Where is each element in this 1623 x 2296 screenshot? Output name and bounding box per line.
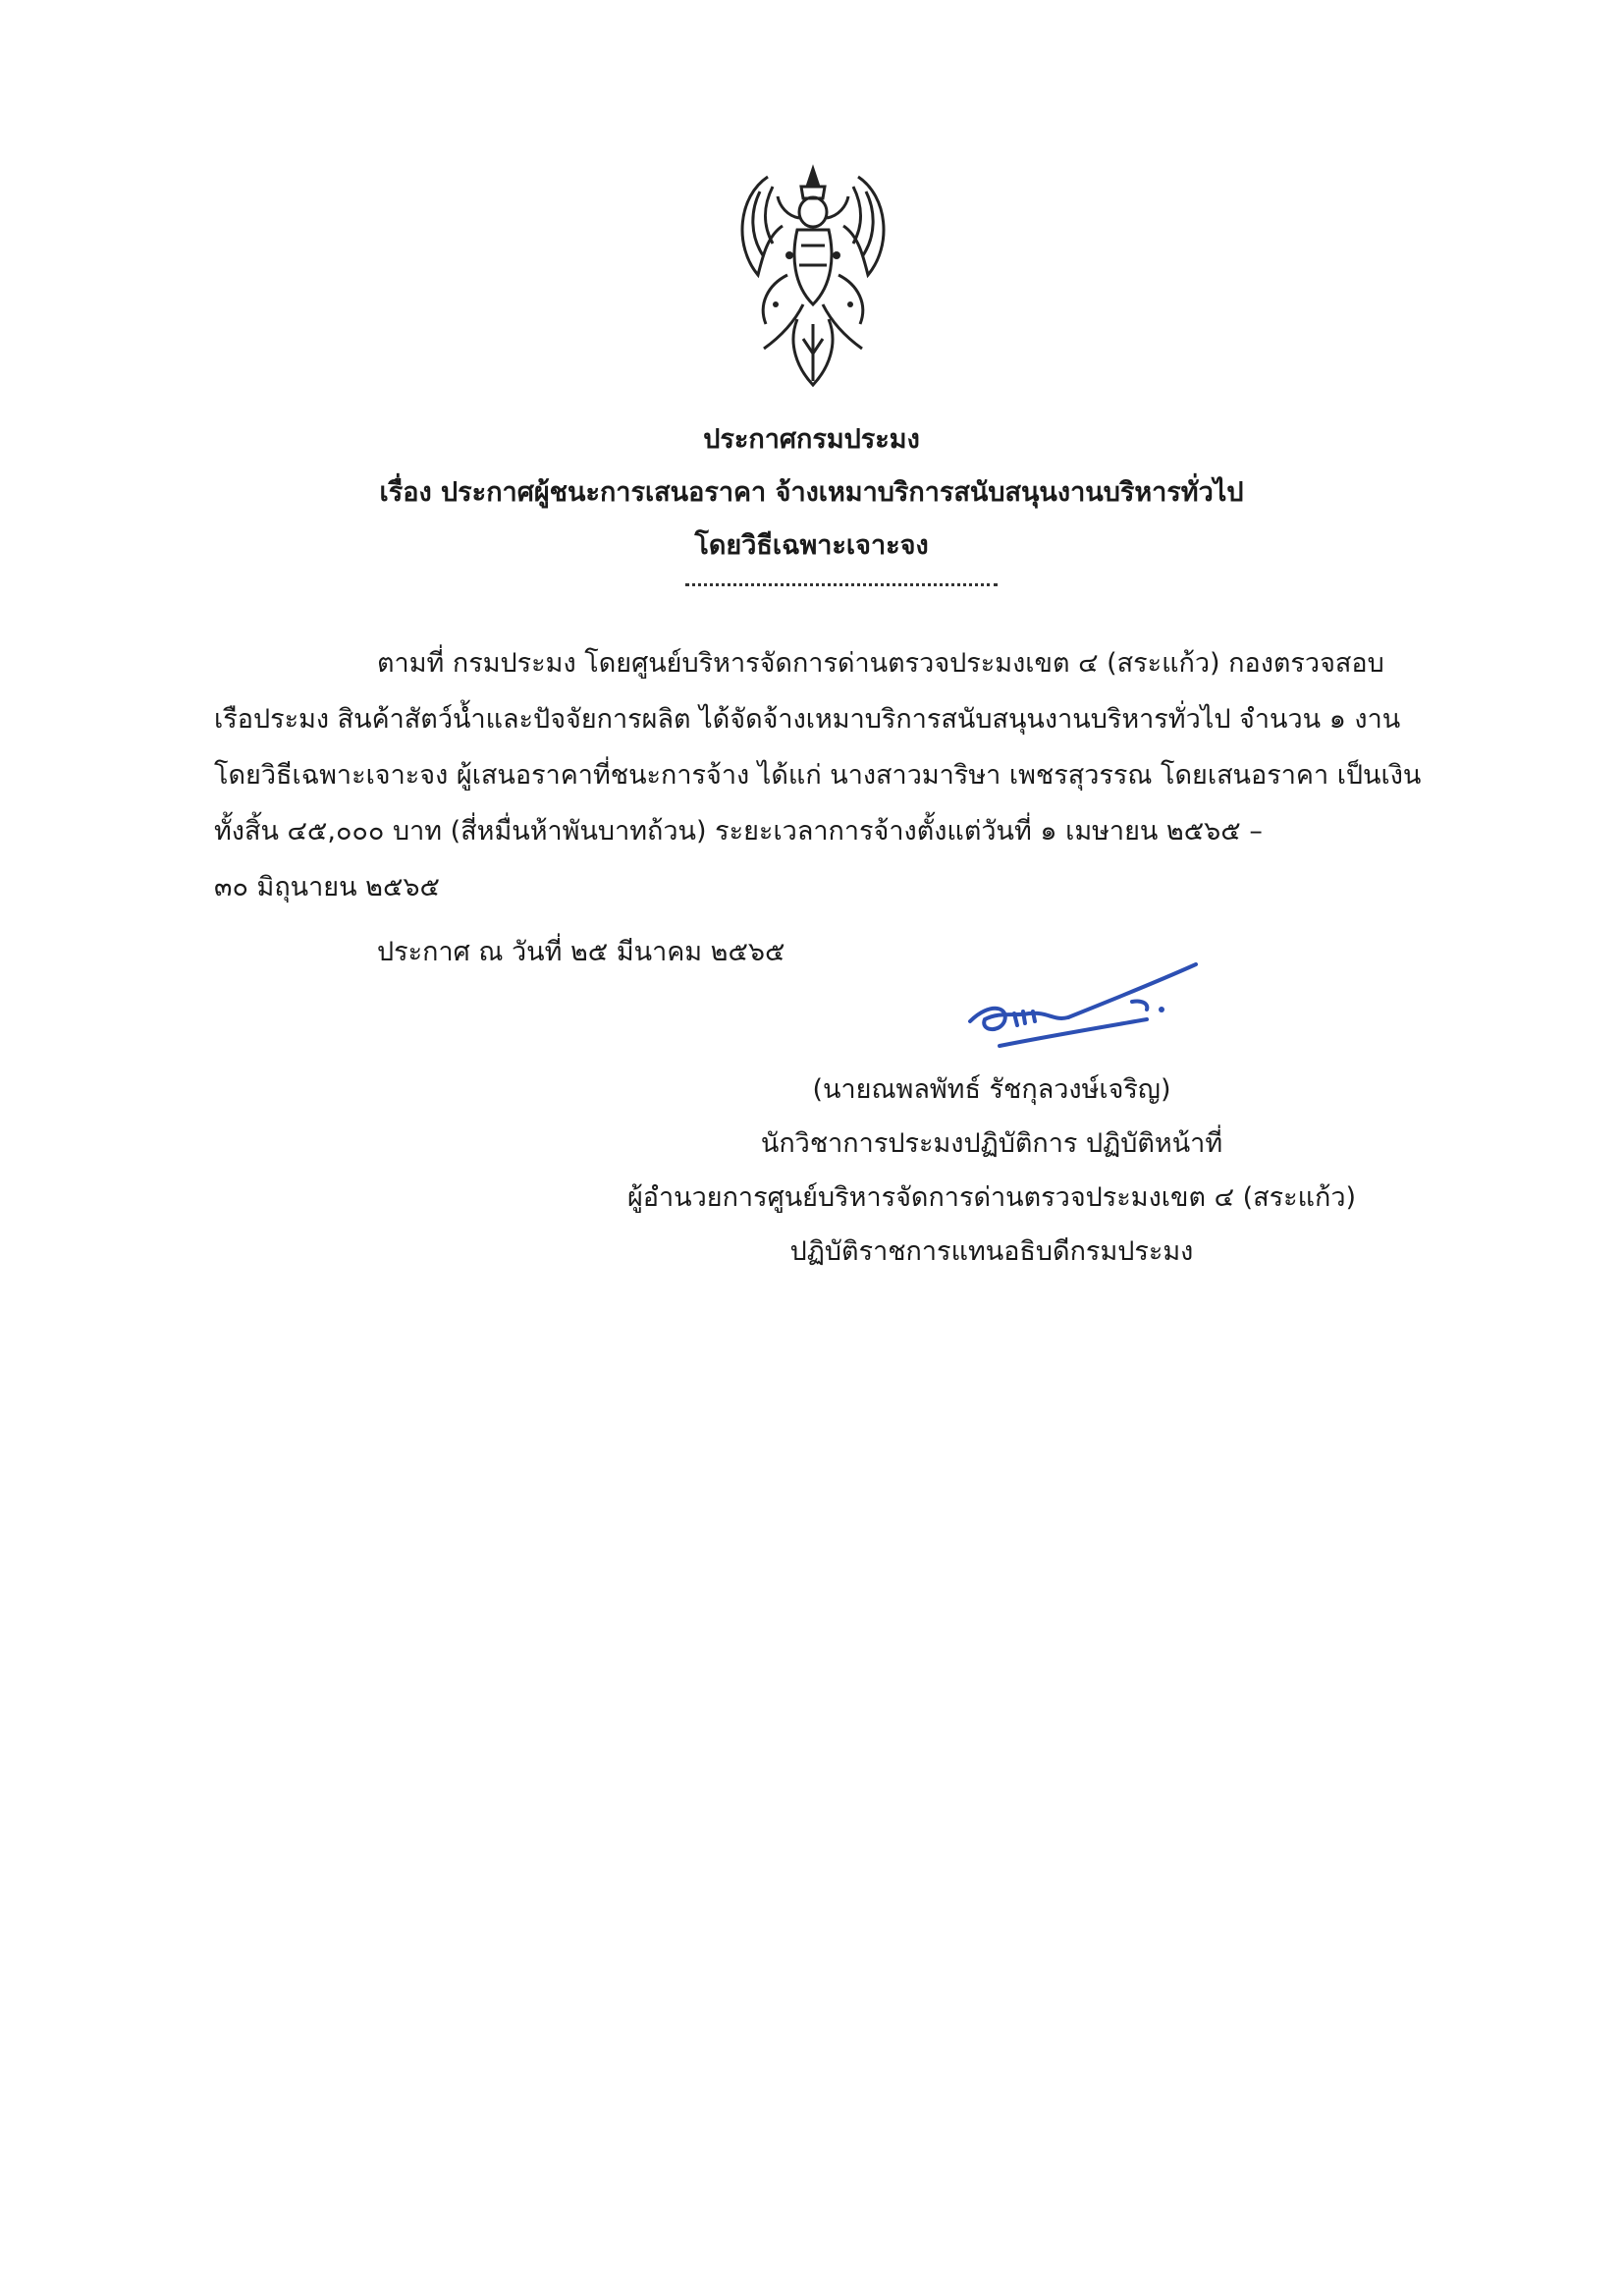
- body-line: ๓๐ มิถุนายน ๒๕๖๕: [214, 872, 440, 902]
- header-separator: [685, 583, 998, 586]
- body-line: เรือประมง สินค้าสัตว์น้ำและปัจจัยการผลิต ได้จัดจ้างเหมาบริการสนับสนุนงานบริหารทั่วไป จำนวน ๑ งาน: [214, 704, 1401, 735]
- signatory-acting-title: ผู้อำนวยการศูนย์บริหารจัดการด่านตรวจประมงเขต ๔ (สระแก้ว): [626, 1182, 1357, 1213]
- signatory-name: (นายณพลพัทธ์ รัชกุลวงษ์เจริญ): [812, 1074, 1171, 1105]
- procurement-method: โดยวิธีเฉพาะเจาะจง: [694, 530, 929, 561]
- body-line: ทั้งสิ้น ๔๕,๐๐๐ บาท (สี่หมื่นห้าพันบาทถ้วน) ระยะเวลาการจ้างตั้งแต่วันที่ ๑ เมษายน ๒๕๖๕ –: [214, 816, 1263, 847]
- handwritten-signature: [960, 953, 1206, 1061]
- signatory-on-behalf: ปฏิบัติราชการแทนอธิบดีกรมประมง: [789, 1236, 1194, 1267]
- announce-date: ประกาศ ณ วันที่ ๒๕ มีนาคม ๒๕๖๕: [377, 937, 785, 967]
- signatory-position: นักวิชาการประมงปฏิบัติการ ปฏิบัติหน้าที่: [760, 1128, 1223, 1159]
- garuda-emblem-icon: [729, 157, 897, 393]
- body-line: ตามที่ กรมประมง โดยศูนย์บริหารจัดการด่านตรวจประมงเขต ๔ (สระแก้ว) กองตรวจสอบ: [377, 648, 1384, 679]
- body-line: โดยวิธีเฉพาะเจาะจง ผู้เสนอราคาที่ชนะการจ้าง ได้แก่ นางสาวมาริษา เพชรสุวรรณ โดยเสนอราคา เป็นเงิน: [214, 760, 1422, 791]
- announcement-agency: ประกาศกรมประมง: [703, 424, 920, 455]
- announcement-subject: เรื่อง ประกาศผู้ชนะการเสนอราคา จ้างเหมาบริการสนับสนุนงานบริหารทั่วไป: [379, 477, 1244, 508]
